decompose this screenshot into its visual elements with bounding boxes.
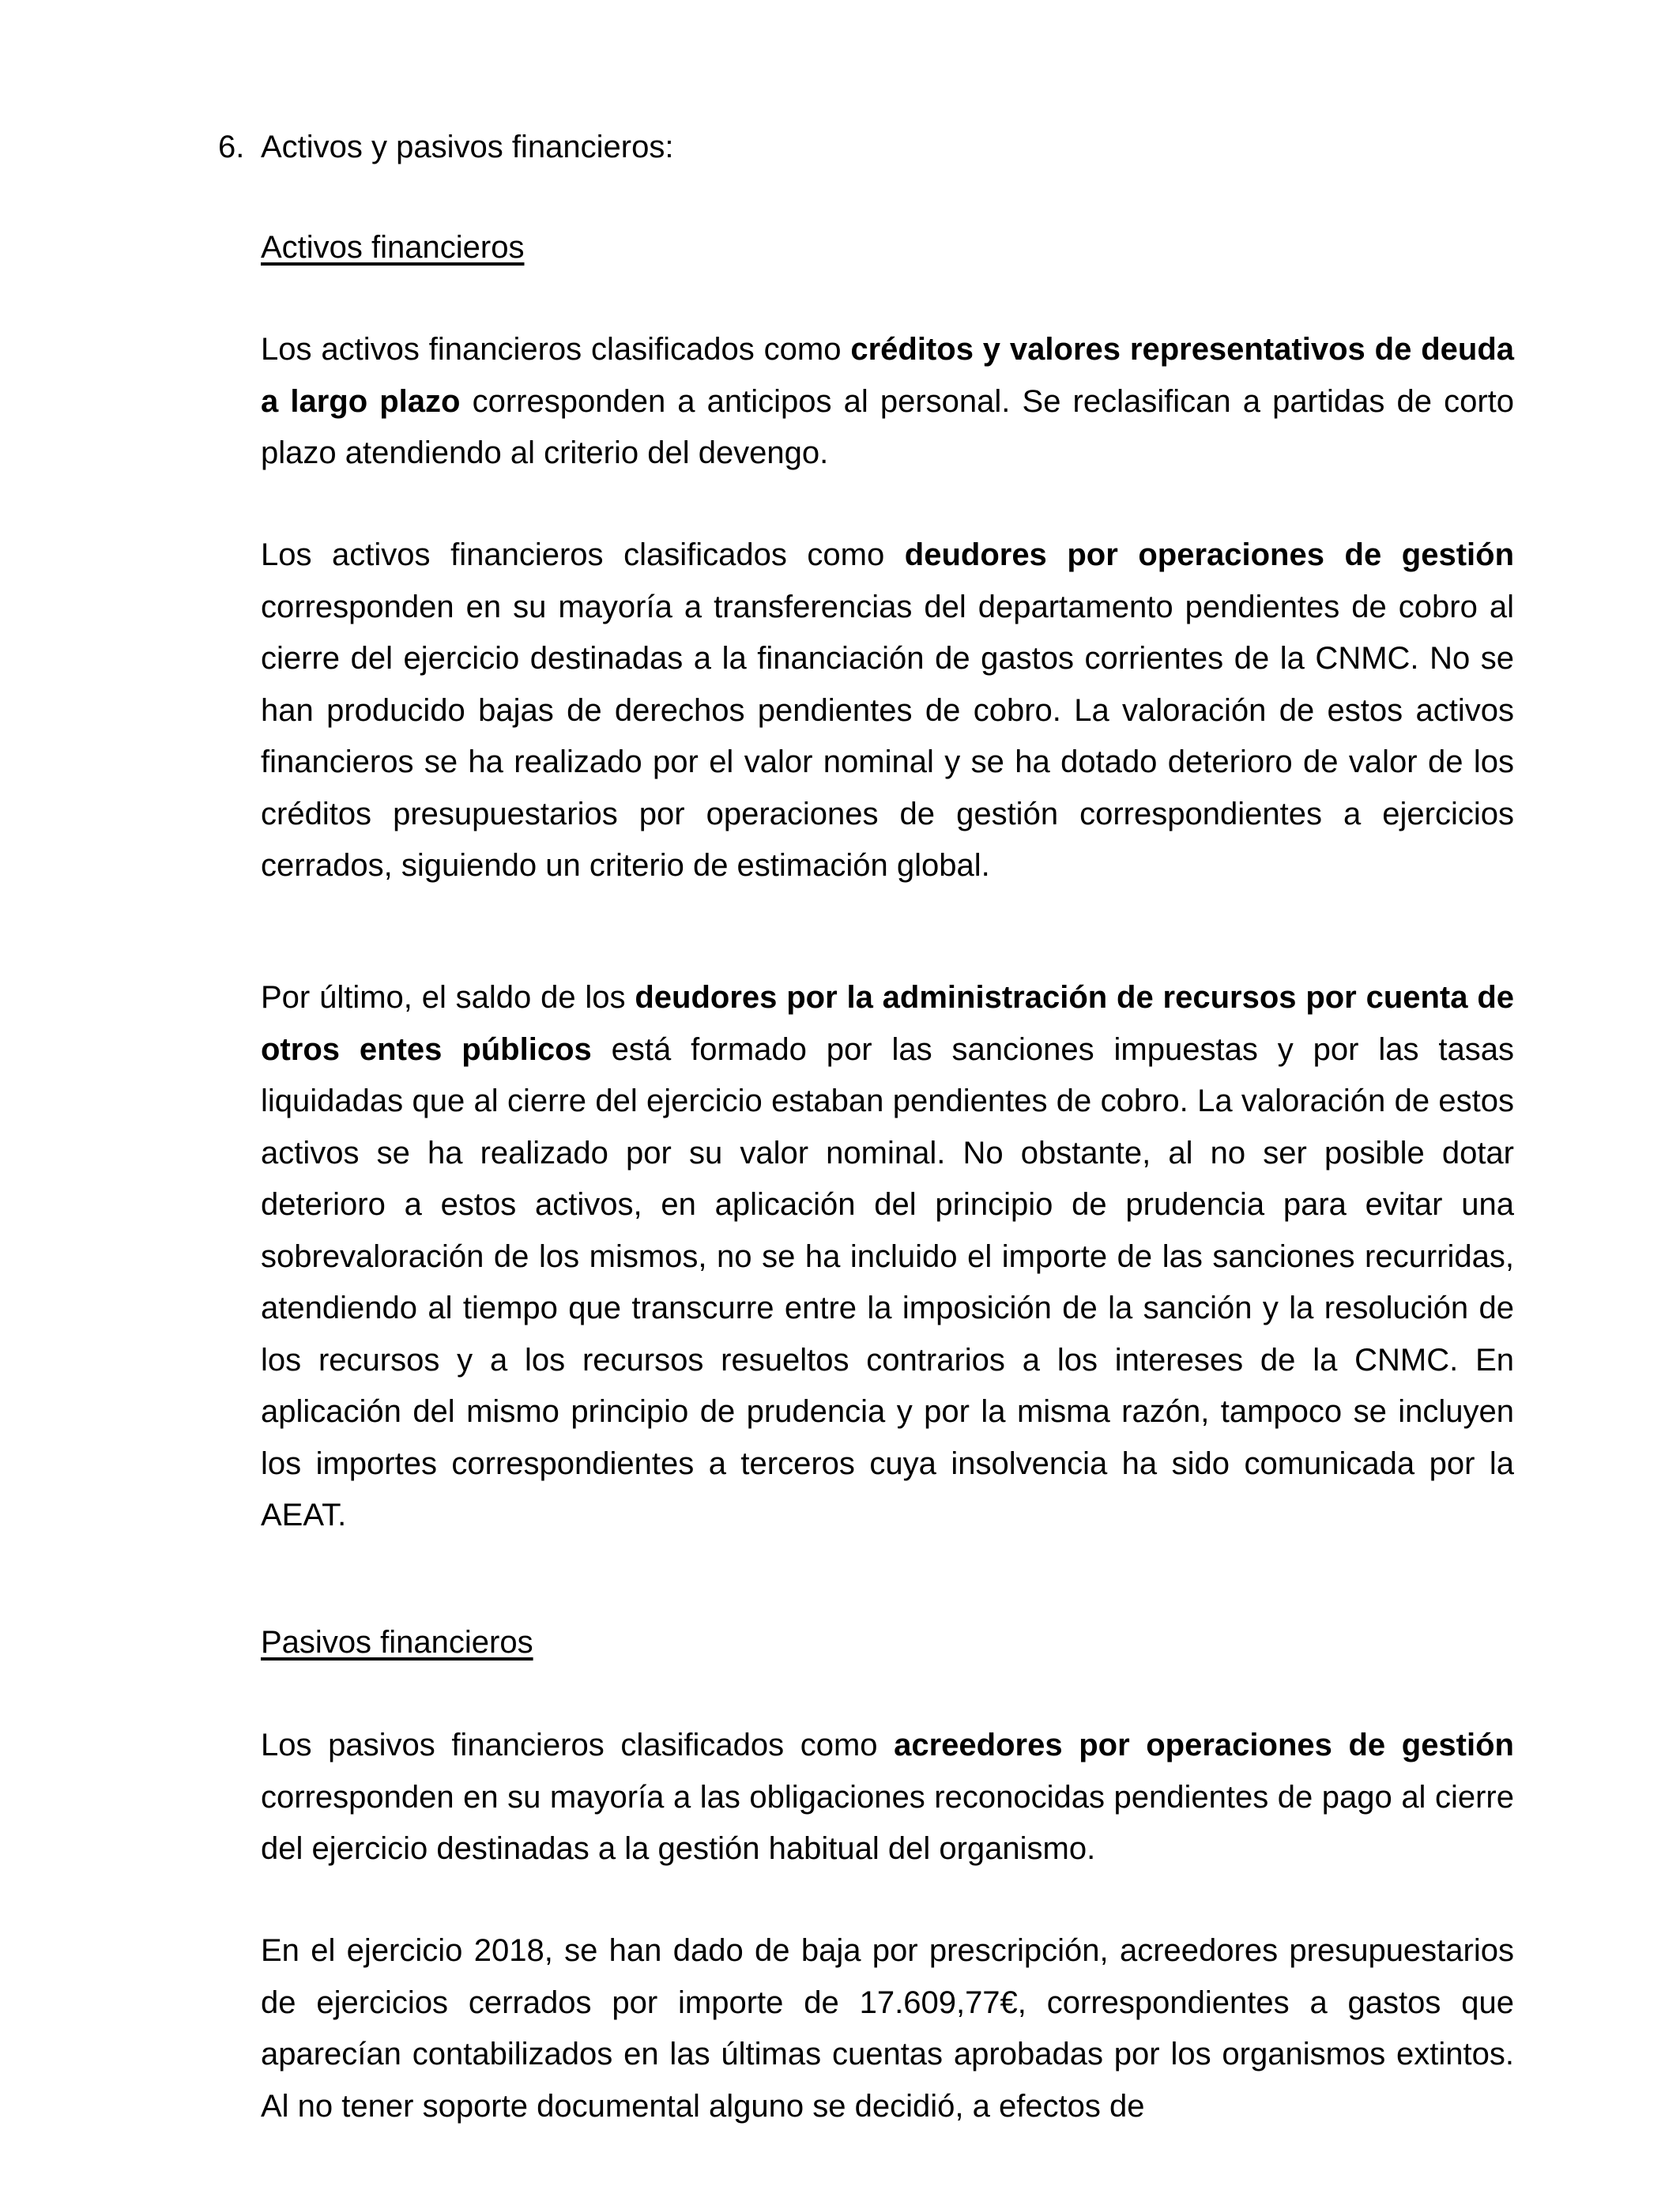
activos-p2-bold: deudores por operaciones de gestión <box>904 537 1514 572</box>
pasivos-paragraph-2: En el ejercicio 2018, se han dado de baja por prescripción, acreedores presupuestarios de ejercicios cerrados por importe de 17.609,77€, correspondientes a gastos que aparecían contabilizados en las últimas cuentas aprobadas por los organismos extintos. Al no tener soporte documental alguno se decidió, a efectos de <box>261 1933 1514 2124</box>
section-heading <box>218 123 673 171</box>
activos-paragraph-1 <box>261 324 1514 480</box>
activos-p1-bold: créditos y valores representativos de deuda a largo plazo <box>261 332 1514 419</box>
activos-p3-pre: Por último, el saldo de los <box>261 980 635 1015</box>
section-number: 6. <box>218 130 245 164</box>
activos-p1-post: corresponden a anticipos al personal. Se reclasifican a partidas de corto plazo atendiendo al criterio del devengo. <box>261 383 1514 470</box>
activos-p2-pre: Los activos financieros clasificados como <box>261 537 905 572</box>
activos-subtitle: Activos financieros <box>261 230 525 265</box>
activos-p3-post: está formado por las sanciones impuestas y por las tasas liquidadas que al cierre del ejercicio estaban pendientes de cobro. La valoración de estos activos se ha realizado por su valor nominal. No obstante, al no ser posible dotar deterioro a estos activos, en aplicación del principio de prudencia para evitar una sobrevaloración de los mismos, no se ha incluido el importe de las sanciones recurridas, atendiendo al tiempo que transcurre entre la imposición de la sanción y la resolución de los recursos y a los recursos resueltos contrarios a los intereses de la CNMC. En aplicación del mismo principio de prudencia y por la misma razón, tampoco se incluyen los importes correspondientes a terceros cuya insolvencia ha sido comunicada por la AEAT. <box>261 1031 1514 1532</box>
activos-p1-pre: Los activos financieros clasificados como <box>261 332 851 367</box>
pasivos-p1-post: corresponden en su mayoría a las obligaciones reconocidas pendientes de pago al cierre del ejercicio destinadas a la gestión habitual del organismo. <box>261 1779 1514 1866</box>
pasivos-p1-pre: Los pasivos financieros clasificados como <box>261 1728 895 1762</box>
pasivos-p1-bold: acreedores por operaciones de gestión <box>894 1728 1514 1762</box>
activos-p2-post: corresponden en su mayoría a transferencias del departamento pendientes de cobro al cierre del ejercicio destinadas a la financiación de gastos corrientes de la CNMC. No se han producido bajas de derechos pendientes de cobro. La valoración de estos activos financieros se ha realizado por el valor nominal y se ha dotado deterioro de valor de los créditos presupuestarios por operaciones de gestión correspondientes a ejercicios cerrados, siguiendo un criterio de estimación global. <box>261 589 1514 883</box>
activos-paragraph-2 <box>261 530 1514 892</box>
activos-paragraph-3 <box>261 972 1514 1542</box>
pasivos-paragraph-1 <box>261 1720 1514 1875</box>
pasivos-subtitle: Pasivos financieros <box>261 1625 533 1660</box>
activos-p3-bold: deudores por la administración de recursos por cuenta de otros entes públicos <box>261 980 1514 1067</box>
section-title: Activos y pasivos financieros: <box>261 130 674 164</box>
